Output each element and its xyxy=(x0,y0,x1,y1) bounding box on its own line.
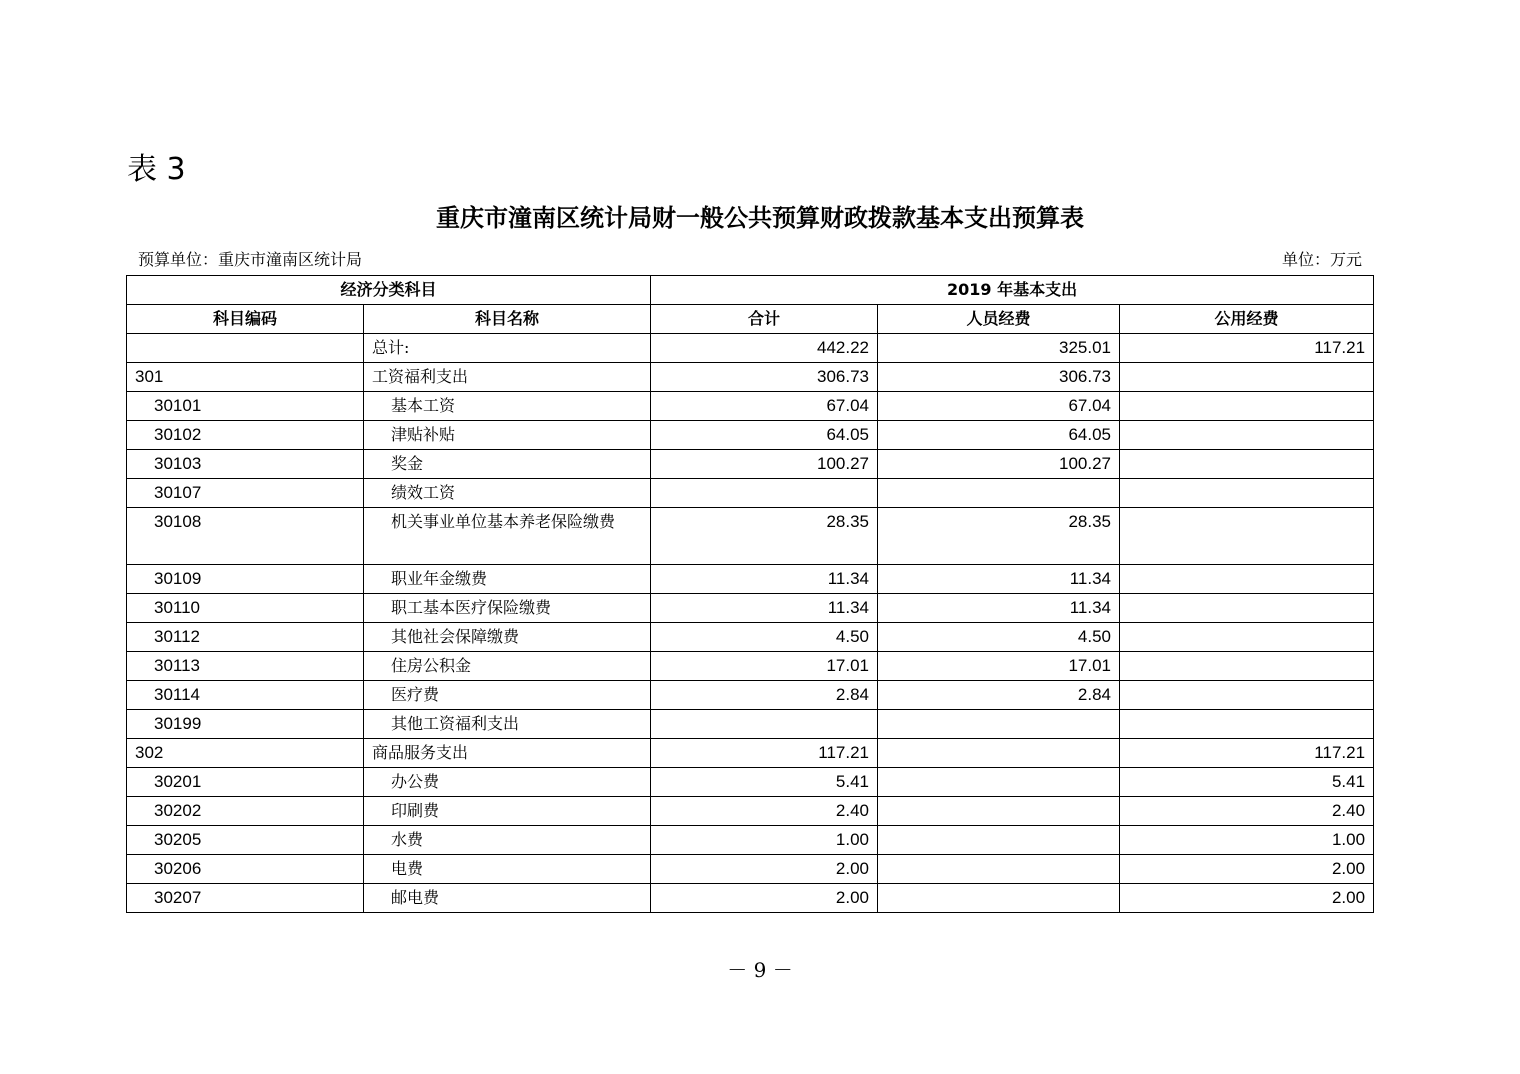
header-subject-code: 科目编码 xyxy=(127,305,364,334)
currency-unit-label: 单位：万元 xyxy=(1281,250,1362,269)
cell-subject-code: 30108 xyxy=(127,508,364,565)
cell-total: 306.73 xyxy=(651,363,878,392)
cell-subject-name: 机关事业单位基本养老保险缴费 xyxy=(364,508,651,565)
cell-total: 4.50 xyxy=(651,623,878,652)
cell-total: 2.84 xyxy=(651,681,878,710)
cell-total xyxy=(651,710,878,739)
cell-personnel-expense xyxy=(878,884,1120,913)
cell-total: 17.01 xyxy=(651,652,878,681)
header-basic-expenditure: 2019 年基本支出 xyxy=(651,276,1374,305)
cell-public-expense: 2.40 xyxy=(1120,797,1374,826)
budget-unit-label: 预算单位：重庆市潼南区统计局 xyxy=(138,250,363,269)
cell-personnel-expense: 2.84 xyxy=(878,681,1120,710)
table-row xyxy=(127,623,1374,652)
table-row xyxy=(127,710,1374,739)
cell-subject-name: 总计: xyxy=(364,334,651,363)
cell-subject-code: 30102 xyxy=(127,421,364,450)
cell-subject-name: 电费 xyxy=(364,855,651,884)
cell-subject-code: 30113 xyxy=(127,652,364,681)
table-row xyxy=(127,884,1374,913)
cell-subject-code: 301 xyxy=(127,363,364,392)
cell-total: 1.00 xyxy=(651,826,878,855)
cell-public-expense xyxy=(1120,594,1374,623)
table-row xyxy=(127,739,1374,768)
table-row xyxy=(127,565,1374,594)
cell-total: 28.35 xyxy=(651,508,878,565)
cell-subject-code: 30202 xyxy=(127,797,364,826)
cell-subject-code: 30103 xyxy=(127,450,364,479)
cell-total: 100.27 xyxy=(651,450,878,479)
cell-subject-name: 其他社会保障缴费 xyxy=(364,623,651,652)
header-subject-name: 科目名称 xyxy=(364,305,651,334)
page-number: － 9 － xyxy=(727,958,793,982)
cell-subject-code: 30206 xyxy=(127,855,364,884)
cell-subject-name: 医疗费 xyxy=(364,681,651,710)
cell-subject-code: 30199 xyxy=(127,710,364,739)
table-row xyxy=(127,768,1374,797)
cell-subject-name: 水费 xyxy=(364,826,651,855)
table-label: 表 3 xyxy=(127,152,186,187)
cell-personnel-expense: 4.50 xyxy=(878,623,1120,652)
cell-subject-name: 工资福利支出 xyxy=(364,363,651,392)
table-row xyxy=(127,594,1374,623)
cell-public-expense xyxy=(1120,392,1374,421)
cell-personnel-expense xyxy=(878,739,1120,768)
cell-public-expense: 2.00 xyxy=(1120,855,1374,884)
table-row xyxy=(127,855,1374,884)
table-row xyxy=(127,363,1374,392)
cell-public-expense xyxy=(1120,565,1374,594)
header-column-row xyxy=(127,305,1374,334)
table-row xyxy=(127,334,1374,363)
cell-total: 442.22 xyxy=(651,334,878,363)
cell-subject-name: 绩效工资 xyxy=(364,479,651,508)
cell-subject-code xyxy=(127,334,364,363)
cell-subject-name: 办公费 xyxy=(364,768,651,797)
cell-total: 67.04 xyxy=(651,392,878,421)
cell-subject-code: 30112 xyxy=(127,623,364,652)
cell-total: 2.40 xyxy=(651,797,878,826)
cell-total: 2.00 xyxy=(651,884,878,913)
cell-public-expense xyxy=(1120,652,1374,681)
cell-public-expense xyxy=(1120,623,1374,652)
cell-subject-name: 基本工资 xyxy=(364,392,651,421)
cell-total: 5.41 xyxy=(651,768,878,797)
cell-personnel-expense xyxy=(878,797,1120,826)
cell-subject-name: 其他工资福利支出 xyxy=(364,710,651,739)
cell-public-expense: 5.41 xyxy=(1120,768,1374,797)
cell-total: 11.34 xyxy=(651,594,878,623)
cell-personnel-expense xyxy=(878,826,1120,855)
cell-total: 11.34 xyxy=(651,565,878,594)
table-body xyxy=(127,334,1374,913)
cell-public-expense: 1.00 xyxy=(1120,826,1374,855)
cell-personnel-expense xyxy=(878,855,1120,884)
cell-subject-name: 职工基本医疗保险缴费 xyxy=(364,594,651,623)
table-row xyxy=(127,479,1374,508)
cell-subject-code: 30114 xyxy=(127,681,364,710)
table-row xyxy=(127,392,1374,421)
cell-public-expense xyxy=(1120,450,1374,479)
table-row xyxy=(127,681,1374,710)
table-row xyxy=(127,652,1374,681)
cell-public-expense xyxy=(1120,479,1374,508)
document-title: 重庆市潼南区统计局财一般公共预算财政拨款基本支出预算表 xyxy=(436,204,1084,232)
cell-total: 117.21 xyxy=(651,739,878,768)
cell-subject-name: 印刷费 xyxy=(364,797,651,826)
cell-personnel-expense: 306.73 xyxy=(878,363,1120,392)
cell-subject-name: 邮电费 xyxy=(364,884,651,913)
cell-personnel-expense xyxy=(878,710,1120,739)
cell-subject-code: 30205 xyxy=(127,826,364,855)
cell-personnel-expense: 11.34 xyxy=(878,565,1120,594)
cell-subject-name: 住房公积金 xyxy=(364,652,651,681)
cell-public-expense: 2.00 xyxy=(1120,884,1374,913)
cell-public-expense: 117.21 xyxy=(1120,334,1374,363)
table-row xyxy=(127,508,1374,565)
cell-personnel-expense: 100.27 xyxy=(878,450,1120,479)
cell-personnel-expense xyxy=(878,768,1120,797)
cell-subject-code: 30107 xyxy=(127,479,364,508)
cell-public-expense xyxy=(1120,421,1374,450)
cell-personnel-expense: 64.05 xyxy=(878,421,1120,450)
table-row xyxy=(127,450,1374,479)
cell-public-expense: 117.21 xyxy=(1120,739,1374,768)
header-group-row xyxy=(127,276,1374,305)
budget-table xyxy=(126,275,1374,913)
cell-subject-name: 奖金 xyxy=(364,450,651,479)
header-personnel-expense: 人员经费 xyxy=(878,305,1120,334)
cell-public-expense xyxy=(1120,710,1374,739)
cell-personnel-expense xyxy=(878,479,1120,508)
table-row xyxy=(127,797,1374,826)
cell-personnel-expense: 67.04 xyxy=(878,392,1120,421)
table-row xyxy=(127,826,1374,855)
cell-subject-code: 302 xyxy=(127,739,364,768)
header-total: 合计 xyxy=(651,305,878,334)
cell-subject-name: 津贴补贴 xyxy=(364,421,651,450)
cell-personnel-expense: 325.01 xyxy=(878,334,1120,363)
cell-personnel-expense: 28.35 xyxy=(878,508,1120,565)
cell-total: 64.05 xyxy=(651,421,878,450)
cell-personnel-expense: 11.34 xyxy=(878,594,1120,623)
cell-subject-name: 职业年金缴费 xyxy=(364,565,651,594)
cell-public-expense xyxy=(1120,363,1374,392)
cell-public-expense xyxy=(1120,681,1374,710)
cell-subject-code: 30101 xyxy=(127,392,364,421)
cell-subject-code: 30109 xyxy=(127,565,364,594)
cell-subject-name: 商品服务支出 xyxy=(364,739,651,768)
header-public-expense: 公用经费 xyxy=(1120,305,1374,334)
table-row xyxy=(127,421,1374,450)
cell-personnel-expense: 17.01 xyxy=(878,652,1120,681)
cell-subject-code: 30207 xyxy=(127,884,364,913)
cell-total: 2.00 xyxy=(651,855,878,884)
cell-total xyxy=(651,479,878,508)
header-economic-classification: 经济分类科目 xyxy=(127,276,651,305)
cell-subject-code: 30201 xyxy=(127,768,364,797)
cell-public-expense xyxy=(1120,508,1374,565)
cell-subject-code: 30110 xyxy=(127,594,364,623)
